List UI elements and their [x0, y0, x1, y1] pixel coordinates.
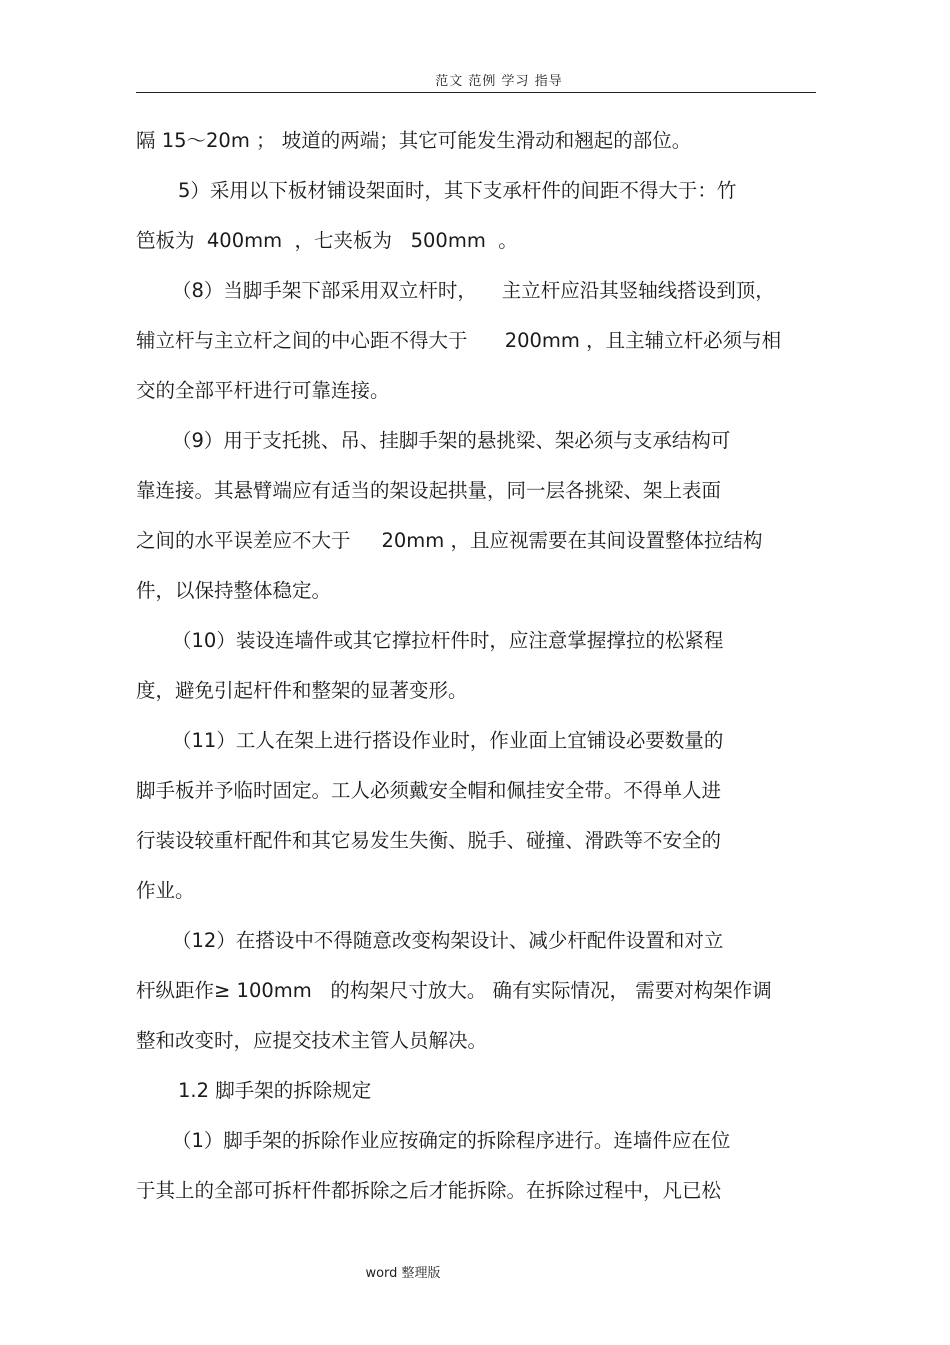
text-line: 靠连接。其悬臂端应有适当的架设起拱量，同一层各挑梁、架上表面 [136, 479, 722, 502]
text-line: 作业。 [136, 879, 195, 902]
text-line: （11）工人在架上进行搭设作业时，作业面上宜铺设必要数量的 [172, 729, 724, 752]
page-footer: word 整理版 [365, 1266, 441, 1281]
header-text: 范文 范例 学习 指导 [435, 74, 563, 89]
text-line: 交的全部平杆进行可靠连接。 [136, 379, 390, 402]
text-line: 笆板为 400mm ，七夹板为 500mm 。 [136, 229, 518, 252]
text-line: 隔 15～20m ； 坡道的两端；其它可能发生滑动和翘起的部位。 [136, 129, 692, 152]
text-line: 杆纵距作≥ 100mm 的构架尺寸放大。 确有实际情况， 需要对构架作调 [136, 979, 772, 1002]
text-line: （8）当脚手架下部采用双立杆时， 主立杆应沿其竖轴线搭设到顶， [172, 279, 775, 302]
text-line: （12）在搭设中不得随意改变构架设计、减少杆配件设置和对立 [172, 929, 724, 952]
text-line: 5）采用以下板材铺设架面时，其下支承杆件的间距不得大于：竹 [178, 179, 737, 202]
text-line: （10）装设连墙件或其它撑拉杆件时，应注意掌握撑拉的松紧程 [172, 629, 724, 652]
page-header [136, 66, 816, 93]
section-heading: 1.2 脚手架的拆除规定 [178, 1079, 372, 1102]
text-line: 于其上的全部可拆杆件都拆除之后才能拆除。在拆除过程中，凡已松 [136, 1179, 722, 1202]
text-line: 度，避免引起杆件和整架的显著变形。 [136, 679, 468, 702]
text-line: 行装设较重杆配件和其它易发生失衡、脱手、碰撞、滑跌等不安全的 [136, 829, 722, 852]
text-line: 件，以保持整体稳定。 [136, 579, 332, 602]
text-line: （1）脚手架的拆除作业应按确定的拆除程序进行。连墙件应在位 [172, 1129, 731, 1152]
text-line: 整和改变时，应提交技术主管人员解决。 [136, 1029, 488, 1052]
text-line: 之间的水平误差应不大于 20mm ，且应视需要在其间设置整体拉结构 [136, 529, 763, 552]
text-line: 脚手板并予临时固定。工人必须戴安全帽和佩挂安全带。不得单人进 [136, 779, 722, 802]
text-line: 辅立杆与主立杆之间的中心距不得大于 200mm ，且主辅立杆必须与相 [136, 329, 782, 352]
text-line: （9）用于支托挑、吊、挂脚手架的悬挑梁、架必须与支承结构可 [172, 429, 731, 452]
